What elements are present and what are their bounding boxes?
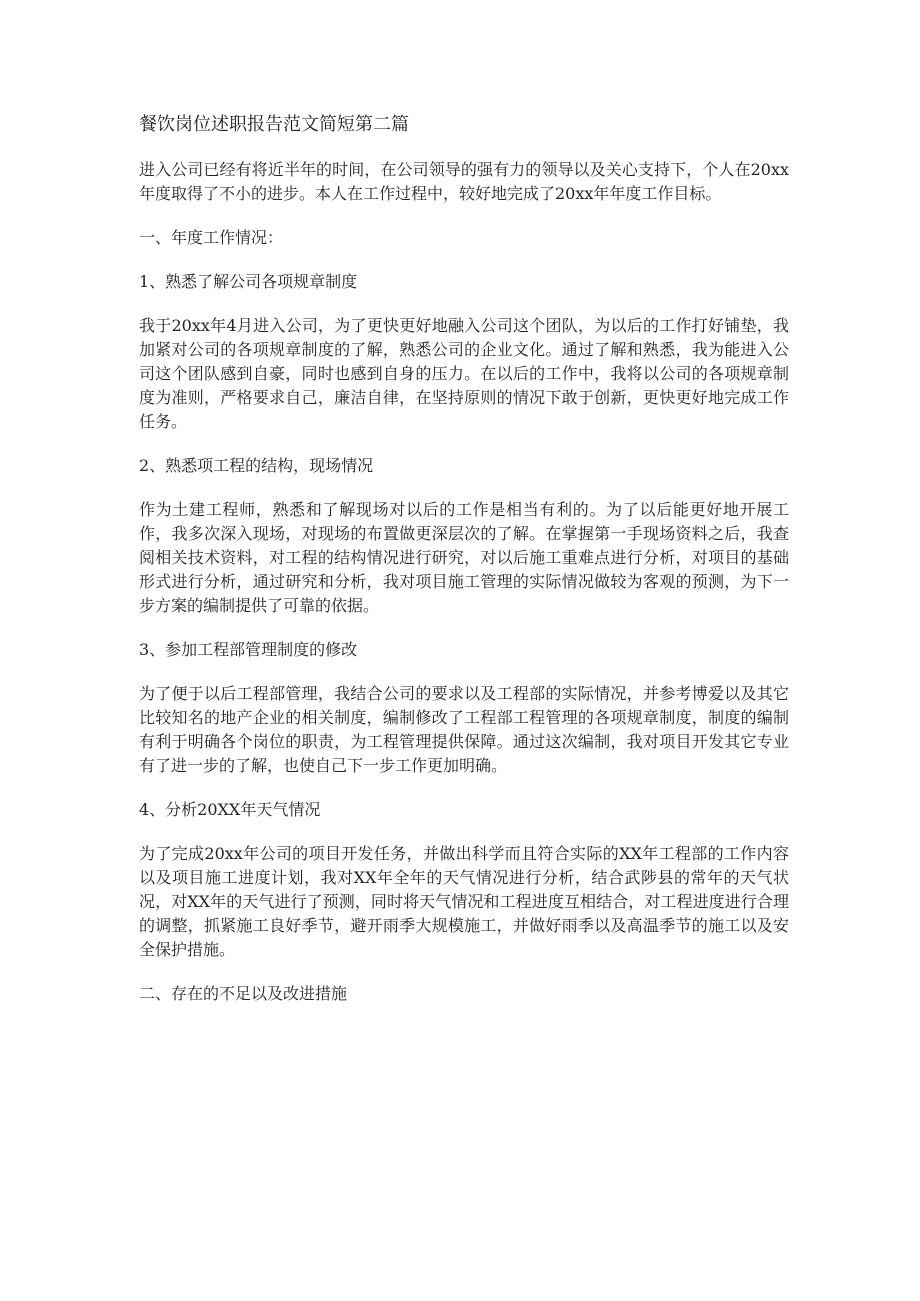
item-1-paragraph: 我于20xx年4月进入公司，为了更快更好地融入公司这个团队，为以后的工作打好铺垫，我加紧对公司的各项规章制度的了解，熟悉公司的企业文化。通过了解和熟悉，我为能进入公司这个团队感到自豪，同时也感到自身的压力。在以后的工作中，我将以公司的各项规章制度为准则，严格要求自己，廉洁自律，在坚持原则的情况下敢于创新，更快更好地完成工作任务。 — [139, 316, 789, 431]
item-3-heading: 3、参加工程部管理制度的修改 — [139, 640, 358, 659]
document-title: 餐饮岗位述职报告范文简短第二篇 — [139, 114, 409, 135]
item-3-paragraph: 为了便于以后工程部管理，我结合公司的要求以及工程部的实际情况，并参考博爱以及其它比较知名的地产企业的相关制度，编制修改了工程部工程管理的各项规章制度，制度的编制有利于明确各个岗位的职责，为工程管理提供保障。通过这次编制，我对项目开发其它专业有了进一步的了解，也使自己下一步工作更加明确。 — [139, 684, 789, 775]
item-2-heading: 2、熟悉项工程的结构，现场情况 — [139, 456, 374, 475]
item-2-paragraph: 作为土建工程师，熟悉和了解现场对以后的工作是相当有利的。为了以后能更好地开展工作，我多次深入现场，对现场的布置做更深层次的了解。在掌握第一手现场资料之后，我查阅相关技术资料，对工程的结构情况进行研究，对以后施工重难点进行分析，对项目的基础形式进行分析，通过研究和分析，我对项目施工管理的实际情况做较为客观的预测，为下一步方案的编制提供了可靠的依据。 — [139, 500, 789, 615]
item-4-heading: 4、分析20XX年天气情况 — [139, 800, 321, 819]
section-1-heading: 一、年度工作情况： — [139, 228, 284, 247]
item-1-heading: 1、熟悉了解公司各项规章制度 — [139, 272, 358, 291]
item-4-paragraph: 为了完成20xx年公司的项目开发任务，并做出科学而且符合实际的XX年工程部的工作内容以及项目施工进度计划，我对XX年全年的天气情况进行分析，结合武陟县的常年的天气状况，对XX年的天气进行了预测，同时将天气情况和工程进度互相结合，对工程进度进行合理的调整，抓紧施工良好季节，避开雨季大规模施工，并做好雨季以及高温季节的施工以及安全保护措施。 — [139, 844, 789, 959]
intro-paragraph: 进入公司已经有将近半年的时间，在公司领导的强有力的领导以及关心支持下，个人在20xx年度取得了不小的进步。本人在工作过程中，较好地完成了20xx年年度工作目标。 — [139, 160, 789, 203]
document-page — [139, 110, 789, 1026]
section-2-heading: 二、存在的不足以及改进措施 — [139, 984, 348, 1003]
